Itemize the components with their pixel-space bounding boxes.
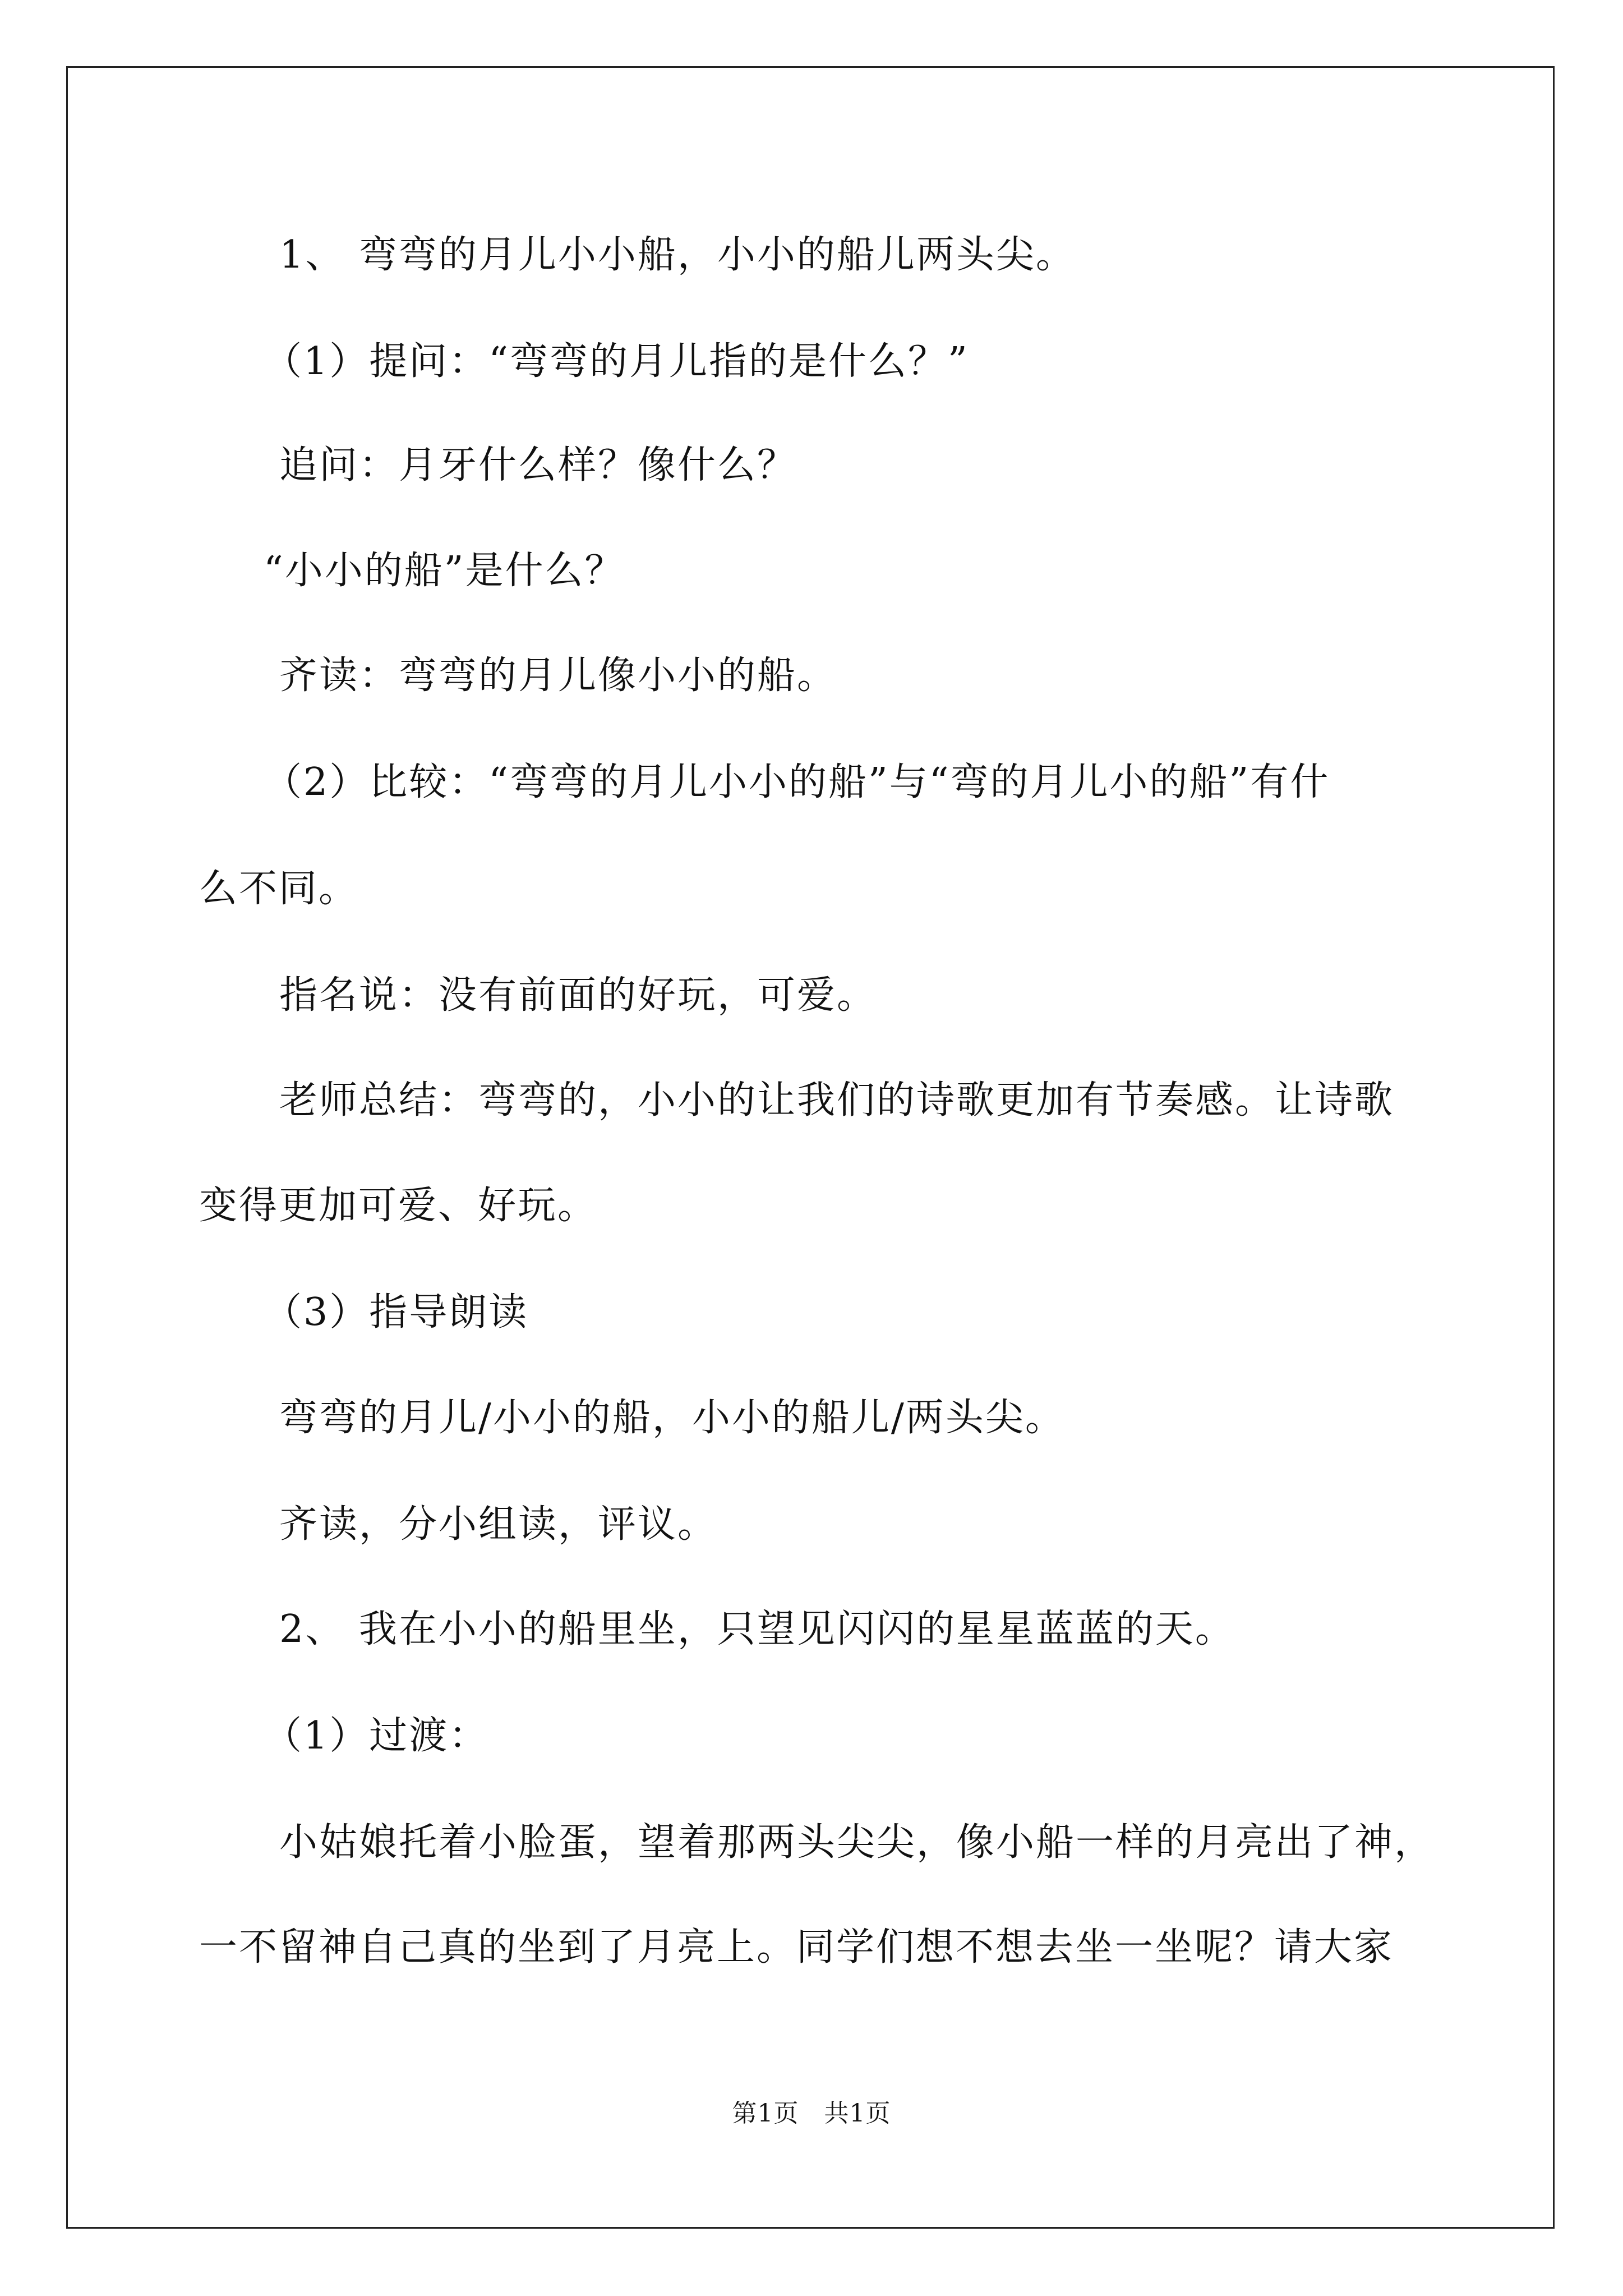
paragraph: （1）过渡： xyxy=(264,1714,489,1758)
heading-1: 1、 弯弯的月儿小小船，小小的船儿两头尖。 xyxy=(279,233,1076,277)
paragraph: 齐读，分小组读，评议。 xyxy=(279,1502,718,1547)
paragraph: 齐读：弯弯的月儿像小小的船。 xyxy=(279,654,837,698)
heading-2: 2、 我在小小的船里坐，只望见闪闪的星星蓝蓝的天。 xyxy=(279,1607,1235,1651)
paragraph: 追问：月牙什么样？像什么？ xyxy=(279,443,797,487)
paragraph: （2）比较：“弯弯的月儿小小的船”与“弯的月儿小的船”有什 xyxy=(264,760,1330,804)
paragraph: 老师总结：弯弯的，小小的让我们的诗歌更加有节奏感。让诗歌 xyxy=(279,1078,1395,1122)
paragraph: 弯弯的月儿/小小的船，小小的船儿/两头尖。 xyxy=(279,1396,1065,1440)
paragraph: （3）指导朗读 xyxy=(264,1290,529,1335)
page-number: 第1页 共1页 xyxy=(732,2099,891,2128)
paragraph-continuation: 变得更加可爱、好玩。 xyxy=(199,1184,598,1228)
paragraph: 指名说：没有前面的好玩，可爱。 xyxy=(279,973,877,1018)
page-border xyxy=(66,66,1555,2229)
paragraph: “小小的船”是什么？ xyxy=(264,549,625,593)
paragraph: （1）提问：“弯弯的月儿指的是什么？” xyxy=(264,339,969,384)
paragraph-continuation: 一不留神自己真的坐到了月亮上。同学们想不想去坐一坐呢？请大家 xyxy=(199,1925,1394,1970)
paragraph: 小姑娘托着小脸蛋，望着那两头尖尖，像小船一样的月亮出了神， xyxy=(279,1820,1435,1865)
paragraph-continuation: 么不同。 xyxy=(199,867,359,911)
